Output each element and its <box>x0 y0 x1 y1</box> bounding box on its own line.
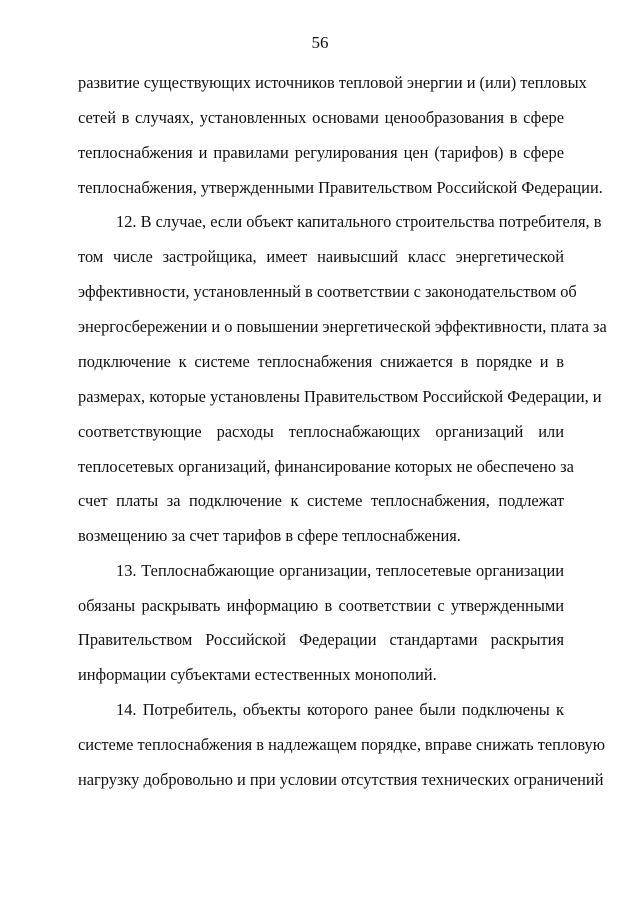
text-line: Правительством Российской Федерации стандартами раскрытия <box>78 630 564 649</box>
text-line: обязаны раскрывать информацию в соответствии с утвержденными <box>78 596 564 615</box>
text-line: энергосбережении и о повышении энергетической эффективности, плата за <box>78 317 607 336</box>
text-line: 13. Теплоснабжающие организации, теплосетевые организации <box>116 561 564 580</box>
text-line: том числе застройщика, имеет наивысший класс энергетической <box>78 247 564 266</box>
text-line: теплосетевых организаций, финансирование которых не обеспечено за <box>78 457 574 476</box>
text-line: развитие существующих источников тепловой энергии и (или) тепловых <box>78 73 587 92</box>
text-line: размерах, которые установлены Правительством Российской Федерации, и <box>78 387 602 406</box>
text-line: 12. В случае, если объект капитального строительства потребителя, в <box>116 212 602 231</box>
page-number: 56 <box>311 33 329 52</box>
text-line: счет платы за подключение к системе теплоснабжения, подлежат <box>78 491 564 510</box>
text-line: теплоснабжения, утвержденными Правительством Российской Федерации. <box>78 178 603 197</box>
text-line: теплоснабжения и правилами регулирования цен (тарифов) в сфере <box>78 143 564 162</box>
text-line: 14. Потребитель, объекты которого ранее были подключены к <box>116 700 564 719</box>
text-line: информации субъектами естественных монополий. <box>78 665 437 684</box>
text-line: возмещению за счет тарифов в сфере теплоснабжения. <box>78 526 461 545</box>
text-line: соответствующие расходы теплоснабжающих организаций или <box>78 422 564 441</box>
text-line: подключение к системе теплоснабжения снижается в порядке и в <box>78 352 564 371</box>
text-line: нагрузку добровольно и при условии отсутствия технических ограничений <box>78 770 604 789</box>
text-line: эффективности, установленный в соответствии с законодательством об <box>78 282 577 301</box>
text-line: сетей в случаях, установленных основами ценообразования в сфере <box>78 108 564 127</box>
text-line: системе теплоснабжения в надлежащем порядке, вправе снижать тепловую <box>78 735 605 754</box>
